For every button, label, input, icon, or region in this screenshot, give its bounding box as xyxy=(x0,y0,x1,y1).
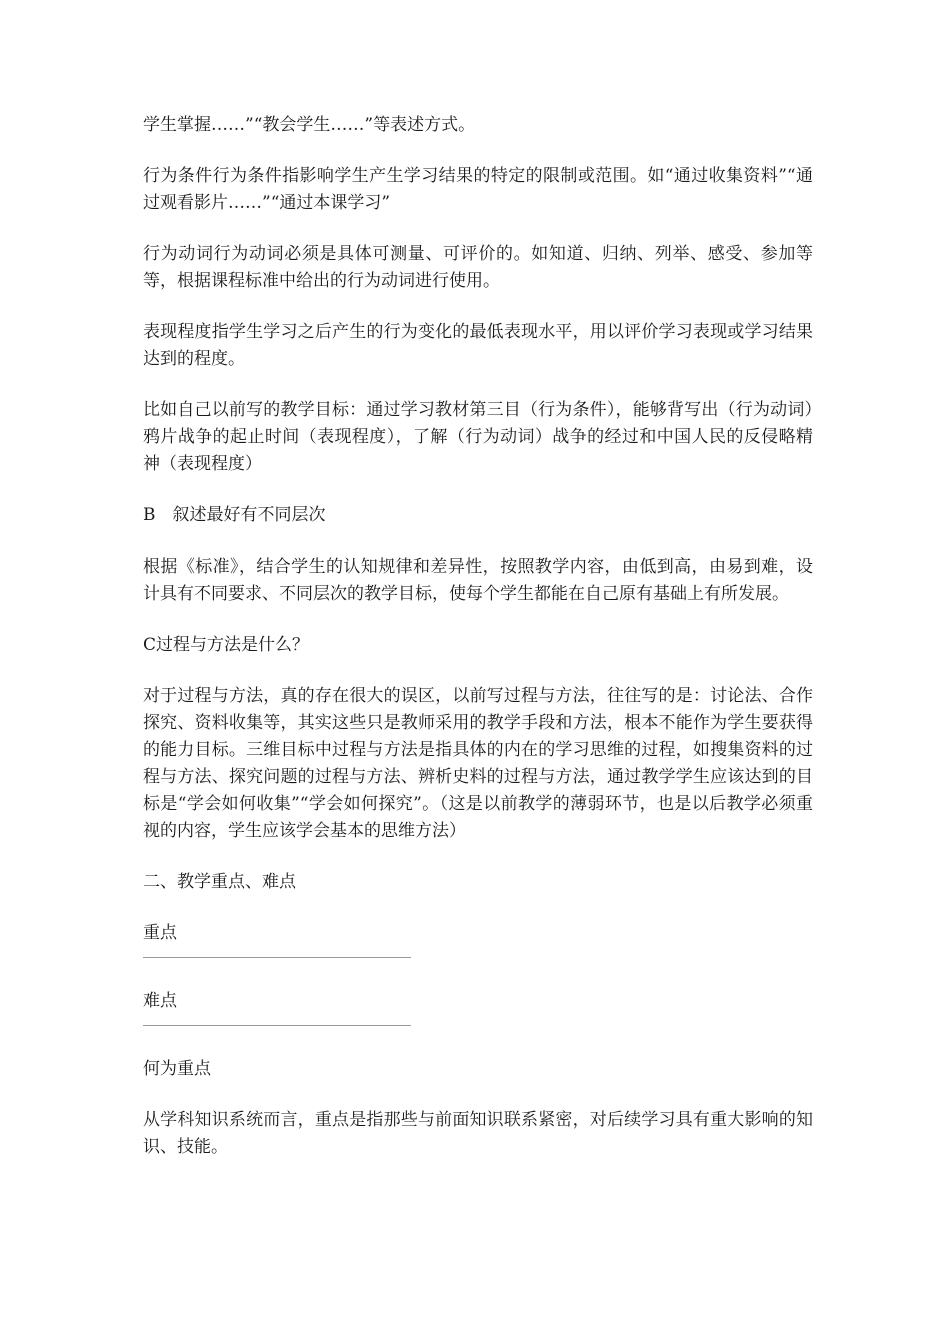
key-point-label: 重点 xyxy=(143,923,177,943)
section-heading-key-difficult: 二、教学重点、难点 xyxy=(143,872,296,892)
paragraph-standards-levels: 根据《标准》，结合学生的认知规律和差异性，按照教学内容，由低到高，由易到难，设计具有不同要求、不同层次的教学目标，使每个学生都能在自己原有基础上有所发展。 xyxy=(143,557,813,604)
difficult-point-blank-line xyxy=(143,1025,411,1026)
key-point-field xyxy=(143,920,813,958)
paragraph-key-definition: 从学科知识系统而言，重点是指那些与前面知识联系紧密，对后续学习具有重大影响的知识、技能。 xyxy=(143,1110,813,1157)
section-heading-what-is-key: 何为重点 xyxy=(143,1059,211,1079)
paragraph-behavior-condition: 行为条件行为条件指影响学生产生学习结果的特定的限制或范围。如“通过收集资料”“通过观看影片……”“通过本课学习” xyxy=(143,166,813,213)
difficult-point-label: 难点 xyxy=(143,991,177,1011)
paragraph-performance-level: 表现程度指学生学习之后产生的行为变化的最低表现水平，用以评价学习表现或学习结果达到的程度。 xyxy=(143,322,813,369)
document-page xyxy=(143,112,813,1185)
section-heading-b: B 叙述最好有不同层次 xyxy=(143,505,326,525)
difficult-point-field xyxy=(143,988,813,1026)
paragraph-example-objective: 比如自己以前写的教学目标：通过学习教材第三目（行为条件），能够背写出（行为动词）鸦片战争的起止时间（表现程度），了解（行为动词）战争的经过和中国人民的反侵略精神（表现程度） xyxy=(143,400,813,474)
paragraph-process-method: 对于过程与方法，真的存在很大的误区，以前写过程与方法，往往写的是：讨论法、合作探究、资料收集等，其实这些只是教师采用的教学手段和方法，根本不能作为学生要获得的能力目标。三维目标中过程与方法是指具体的内在的学习思维的过程，如搜集资料的过程与方法、探究问题的过程与方法、辨析史料的过程与方法，通过教学学生应该达到的目标是“学会如何收集”“学会如何探究”。（这是以前教学的薄弱环节，也是以后教学必须重视的内容，学生应该学会基本的思维方法） xyxy=(143,686,813,841)
key-point-blank-line xyxy=(143,957,411,958)
paragraph-behavior-verb: 行为动词行为动词必须是具体可测量、可评价的。如知道、归纳、列举、感受、参加等等，根据课程标准中给出的行为动词进行使用。 xyxy=(143,244,813,291)
paragraph-expression-forms: 学生掌握……”“教会学生……”等表述方式。 xyxy=(143,115,476,135)
section-heading-c: C过程与方法是什么？ xyxy=(143,635,310,655)
